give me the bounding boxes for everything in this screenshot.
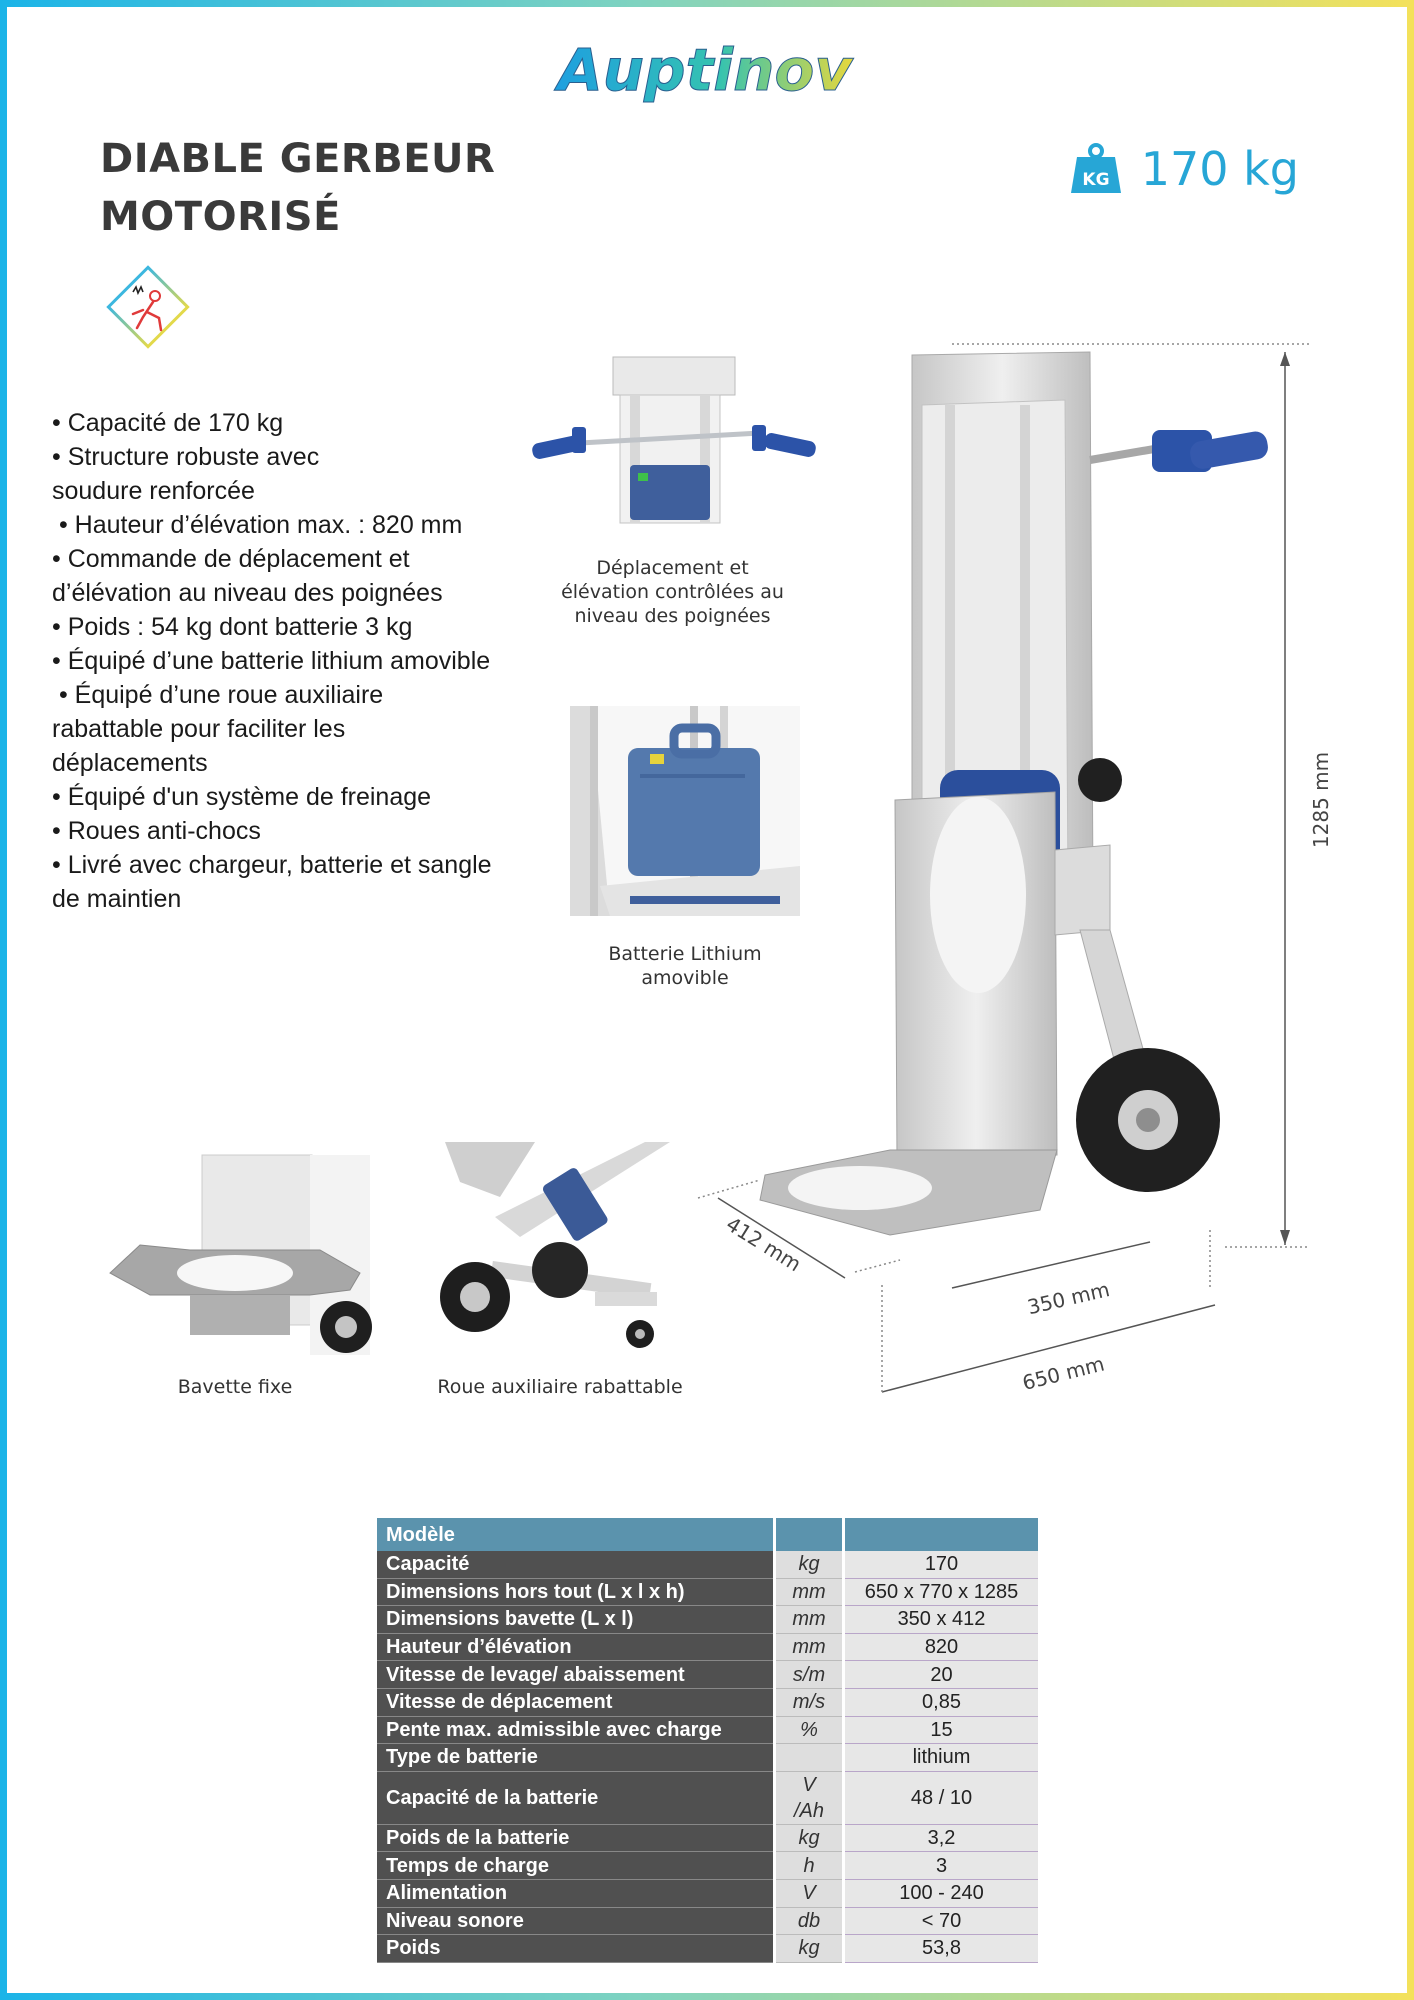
- table-row: [377, 1907, 1038, 1935]
- spec-value: 15: [844, 1716, 1039, 1744]
- table-row: [377, 1688, 1038, 1716]
- product-title-line1: DIABLE GERBEUR: [100, 136, 496, 182]
- feature-line: d’élévation au niveau des poignées: [52, 579, 443, 607]
- table-row: [377, 1606, 1038, 1634]
- table-row: [377, 1661, 1038, 1689]
- spec-label: Niveau sonore: [377, 1907, 775, 1935]
- spec-table: [377, 1518, 1038, 1963]
- feature-line: • Équipé d’une batterie lithium amovible: [52, 647, 491, 675]
- feature-line: • Hauteur d’élévation max. : 820 mm: [52, 511, 463, 539]
- handles-caption-line: niveau des poignées: [574, 605, 771, 627]
- spec-unit: kg: [775, 1551, 844, 1578]
- feature-line: soudure renforcée: [52, 477, 255, 505]
- dimension-depth-label: 412 mm: [721, 1211, 806, 1277]
- spec-value: 20: [844, 1661, 1039, 1689]
- spec-unit: mm: [775, 1578, 844, 1606]
- product-title: [100, 130, 495, 246]
- dimension-width-label: 350 mm: [1025, 1277, 1112, 1320]
- spec-label: Poids: [377, 1935, 775, 1963]
- handles-caption-line: élévation contrôlées au: [561, 581, 784, 603]
- spec-unit: mm: [775, 1606, 844, 1634]
- feature-list: [52, 406, 532, 916]
- spec-value: 650 x 770 x 1285: [844, 1578, 1039, 1606]
- spec-header-row: [377, 1518, 1038, 1551]
- feature-line: • Structure robuste avec: [52, 443, 320, 471]
- spec-header-unit: [775, 1518, 844, 1551]
- spec-value: 3,2: [844, 1824, 1039, 1852]
- spec-value: 100 - 240: [844, 1879, 1039, 1907]
- table-row: [377, 1879, 1038, 1907]
- capacity-badge: [1069, 142, 1299, 196]
- aux-wheel-caption: Roue auxiliaire rabattable: [437, 1376, 683, 1398]
- table-row: [377, 1824, 1038, 1852]
- product-title-line2: MOTORISÉ: [100, 194, 341, 240]
- spec-value: 350 x 412: [844, 1606, 1039, 1634]
- spec-label: Dimensions hors tout (L x l x h): [377, 1578, 775, 1606]
- feature-line: • Poids : 54 kg dont batterie 3 kg: [52, 613, 413, 641]
- dimension-length-label: 650 mm: [1019, 1351, 1107, 1395]
- feature-line: • Équipé d'un système de freinage: [52, 783, 432, 811]
- spec-unit: db: [775, 1907, 844, 1935]
- spec-label: Hauteur d’élévation: [377, 1633, 775, 1661]
- spec-label: Type de batterie: [377, 1744, 775, 1772]
- table-row: [377, 1935, 1038, 1963]
- spec-unit: kg: [775, 1935, 844, 1963]
- feature-line: • Roues anti-chocs: [52, 817, 261, 845]
- spec-unit: kg: [775, 1824, 844, 1852]
- spec-value: 53,8: [844, 1935, 1039, 1963]
- table-row: [377, 1551, 1038, 1578]
- spec-unit: [775, 1744, 844, 1772]
- spec-header-model: Modèle: [377, 1518, 775, 1551]
- table-row: [377, 1633, 1038, 1661]
- spec-value: 170: [844, 1551, 1039, 1578]
- capacity-value: 170 kg: [1140, 142, 1299, 196]
- spec-unit: V: [775, 1879, 844, 1907]
- fixed-plate-caption: Bavette fixe: [177, 1376, 293, 1398]
- spec-label: Dimensions bavette (L x l): [377, 1606, 775, 1634]
- spec-unit: mm: [775, 1633, 844, 1661]
- spec-header-value: [844, 1518, 1039, 1551]
- battery-caption-line: amovible: [641, 967, 729, 989]
- weight-icon: [1069, 143, 1123, 195]
- spec-value: 0,85: [844, 1688, 1039, 1716]
- spec-unit: m/s: [775, 1688, 844, 1716]
- table-row: [377, 1744, 1038, 1772]
- safety-warning-icon: [103, 262, 193, 352]
- spec-label: Alimentation: [377, 1879, 775, 1907]
- spec-label: Poids de la batterie: [377, 1824, 775, 1852]
- feature-line: • Équipé d’une roue auxiliaire: [52, 681, 384, 709]
- spec-label: Capacité de la batterie: [377, 1771, 775, 1824]
- brand-logo: [555, 28, 855, 108]
- spec-value: 48 / 10: [844, 1771, 1039, 1824]
- feature-line: • Livré avec chargeur, batterie et sangle: [52, 851, 492, 879]
- feature-line: • Capacité de 170 kg: [52, 409, 284, 437]
- spec-value: < 70: [844, 1907, 1039, 1935]
- product-illustration: [690, 330, 1333, 1410]
- spec-unit: s/m: [775, 1661, 844, 1689]
- feature-line: de maintien: [52, 885, 182, 913]
- spec-label: Vitesse de déplacement: [377, 1688, 775, 1716]
- spec-value: lithium: [844, 1744, 1039, 1772]
- table-row: [377, 1852, 1038, 1880]
- feature-line: déplacements: [52, 749, 208, 777]
- spec-unit: %: [775, 1716, 844, 1744]
- fixed-plate-photo: [110, 1155, 370, 1355]
- spec-label: Vitesse de levage/ abaissement: [377, 1661, 775, 1689]
- spec-label: Capacité: [377, 1551, 775, 1578]
- spec-unit: h: [775, 1852, 844, 1880]
- spec-value: 3: [844, 1852, 1039, 1880]
- aux-wheel-photo: [435, 1142, 685, 1357]
- handles-caption-line: Déplacement et: [596, 557, 749, 579]
- table-row: [377, 1771, 1038, 1824]
- battery-caption-line: Batterie Lithium: [608, 943, 762, 965]
- spec-value: 820: [844, 1633, 1039, 1661]
- brand-logo-text: Auptinov: [557, 36, 853, 104]
- feature-line: • Commande de déplacement et: [52, 545, 410, 573]
- table-row: [377, 1578, 1038, 1606]
- spec-label: Pente max. admissible avec charge: [377, 1716, 775, 1744]
- feature-line: rabattable pour faciliter les: [52, 715, 346, 743]
- dimension-height-label: 1285 mm: [1309, 751, 1333, 849]
- weight-icon-label: KG: [1082, 170, 1110, 190]
- spec-unit: V /Ah: [775, 1771, 844, 1824]
- table-row: [377, 1716, 1038, 1744]
- spec-label: Temps de charge: [377, 1852, 775, 1880]
